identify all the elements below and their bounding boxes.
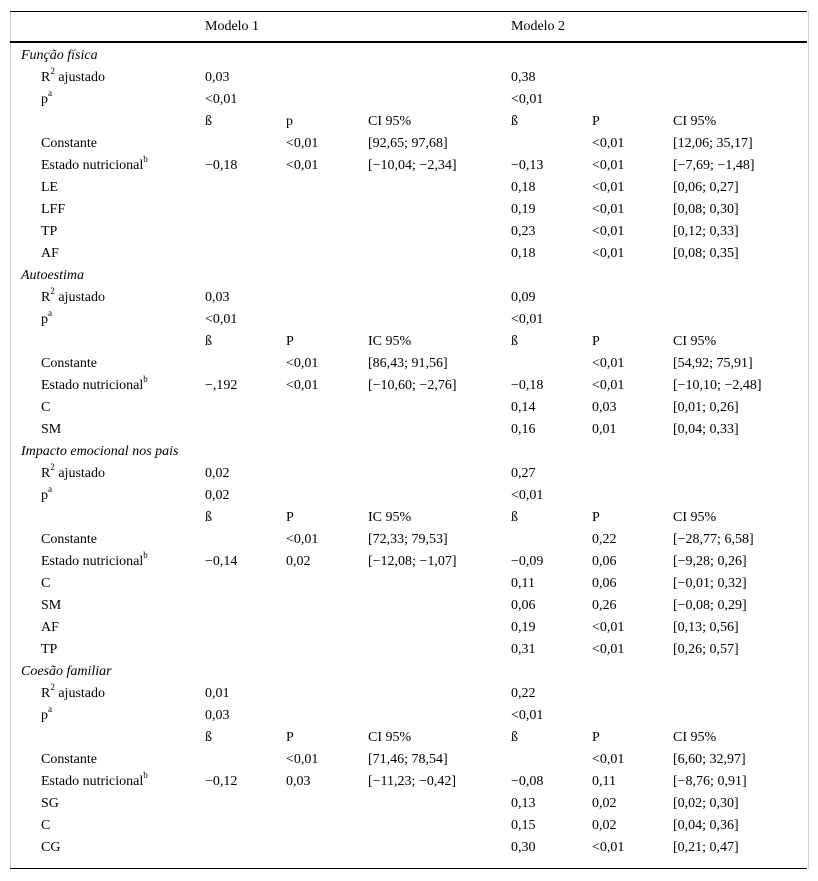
row-label-text: Estado nutricional bbox=[41, 378, 144, 393]
row-label bbox=[41, 705, 52, 727]
modelo2-ci-cell: CI 95% bbox=[673, 730, 717, 745]
row-label-text: TP bbox=[41, 224, 58, 239]
row-label-text: Impacto emocional nos pais bbox=[21, 444, 179, 459]
modelo1-beta-cell: 0,02 bbox=[205, 466, 230, 481]
row-label-superscript: b bbox=[143, 770, 148, 781]
row-label bbox=[41, 837, 60, 859]
modelo1-beta-cell: 0,03 bbox=[205, 70, 230, 85]
modelo2-p-cell: P bbox=[592, 114, 600, 129]
modelo1-beta-cell: ß bbox=[205, 510, 212, 525]
row-label-text: SM bbox=[41, 422, 62, 437]
modelo2-beta-cell: 0,19 bbox=[511, 620, 536, 635]
modelo2-beta-cell: 0,19 bbox=[511, 202, 536, 217]
table-row bbox=[10, 507, 807, 529]
row-label bbox=[41, 683, 105, 705]
modelo2-beta-cell: −0,13 bbox=[511, 158, 544, 173]
modelo1-ci-cell: [86,43; 91,56] bbox=[368, 356, 448, 371]
modelo2-ci-cell: [−7,69; −1,48] bbox=[673, 158, 755, 173]
modelo2-beta-cell: 0,18 bbox=[511, 180, 536, 195]
row-label bbox=[41, 375, 148, 397]
table-row bbox=[10, 573, 807, 595]
table-row bbox=[10, 287, 807, 309]
row-label-tail: ajustado bbox=[54, 686, 105, 701]
row-label bbox=[41, 551, 148, 573]
modelo2-beta-cell: 0,09 bbox=[511, 290, 536, 305]
row-label bbox=[41, 529, 97, 551]
modelo2-p-cell: 0,06 bbox=[592, 554, 617, 569]
row-label bbox=[41, 133, 97, 155]
modelo1-p-cell: P bbox=[286, 510, 294, 525]
row-label-text: C bbox=[41, 400, 51, 415]
table-row bbox=[10, 375, 807, 397]
row-label-text: AF bbox=[41, 620, 59, 635]
row-label bbox=[41, 463, 105, 485]
modelo2-ci-cell: [−9,28; 0,26] bbox=[673, 554, 747, 569]
modelo2-ci-cell: [0,08; 0,30] bbox=[673, 202, 739, 217]
table-row bbox=[10, 155, 807, 177]
modelo2-beta-cell: 0,27 bbox=[511, 466, 536, 481]
modelo2-beta-cell: 0,16 bbox=[511, 422, 536, 437]
modelo1-p-cell: <0,01 bbox=[286, 158, 319, 173]
modelo1-ci-cell: [92,65; 97,68] bbox=[368, 136, 448, 151]
modelo2-ci-cell: [0,08; 0,35] bbox=[673, 246, 739, 261]
modelo2-beta-cell: 0,38 bbox=[511, 70, 536, 85]
row-label bbox=[41, 353, 97, 375]
modelo2-ci-cell: [−0,08; 0,29] bbox=[673, 598, 747, 613]
row-label-text: R bbox=[41, 70, 51, 85]
row-label-tail: ajustado bbox=[54, 466, 105, 481]
table-row bbox=[10, 133, 807, 155]
modelo2-p-cell: <0,01 bbox=[592, 840, 625, 855]
modelo2-p-cell: 0,02 bbox=[592, 796, 617, 811]
modelo1-beta-cell: 0,02 bbox=[205, 488, 230, 503]
row-label bbox=[41, 309, 52, 331]
modelo2-ci-cell: [0,04; 0,33] bbox=[673, 422, 739, 437]
modelo2-ci-cell: [0,04; 0,36] bbox=[673, 818, 739, 833]
table-row bbox=[10, 749, 807, 771]
row-label-text: Estado nutricional bbox=[41, 554, 144, 569]
section-header-row bbox=[10, 265, 807, 287]
header-modelo-1: Modelo 1 bbox=[205, 19, 260, 34]
modelo2-p-cell: P bbox=[592, 510, 600, 525]
modelo2-ci-cell: [0,26; 0,57] bbox=[673, 642, 739, 657]
modelo1-beta-cell: 0,01 bbox=[205, 686, 230, 701]
row-label-text: LE bbox=[41, 180, 59, 195]
modelo2-p-cell: <0,01 bbox=[592, 224, 625, 239]
modelo1-ci-cell: IC 95% bbox=[368, 334, 412, 349]
modelo1-ci-cell: [−12,08; −1,07] bbox=[368, 554, 457, 569]
row-label-superscript: 2 bbox=[50, 66, 55, 77]
row-label bbox=[41, 287, 105, 309]
modelo1-p-cell: 0,02 bbox=[286, 554, 311, 569]
section-header-row bbox=[10, 441, 807, 463]
modelo2-beta-cell: 0,11 bbox=[511, 576, 535, 591]
modelo2-p-cell: <0,01 bbox=[592, 642, 625, 657]
row-label-text: Autoestima bbox=[21, 268, 84, 283]
row-label bbox=[41, 199, 65, 221]
modelo1-beta-cell: <0,01 bbox=[205, 92, 238, 107]
row-label-text: C bbox=[41, 576, 51, 591]
modelo2-ci-cell: [0,21; 0,47] bbox=[673, 840, 739, 855]
modelo1-beta-cell: −0,18 bbox=[205, 158, 238, 173]
modelo1-p-cell: p bbox=[286, 114, 293, 129]
row-label bbox=[41, 243, 59, 265]
table-row bbox=[10, 815, 807, 837]
row-label bbox=[41, 793, 59, 815]
modelo2-beta-cell: ß bbox=[511, 730, 518, 745]
row-label-text: p bbox=[41, 312, 48, 327]
row-label-text: Constante bbox=[41, 136, 97, 151]
modelo1-ci-cell: CI 95% bbox=[368, 730, 412, 745]
modelo1-beta-cell: 0,03 bbox=[205, 708, 230, 723]
table-row bbox=[10, 177, 807, 199]
modelo2-beta-cell: ß bbox=[511, 114, 518, 129]
modelo1-ci-cell: IC 95% bbox=[368, 510, 412, 525]
modelo1-beta-cell: −0,12 bbox=[205, 774, 238, 789]
row-label-superscript: b bbox=[143, 154, 148, 165]
row-label bbox=[41, 67, 105, 89]
modelo2-ci-cell: [0,06; 0,27] bbox=[673, 180, 739, 195]
row-label bbox=[41, 221, 57, 243]
row-label-text: Constante bbox=[41, 752, 97, 767]
modelo1-p-cell: <0,01 bbox=[286, 378, 319, 393]
row-label-superscript: 2 bbox=[50, 286, 55, 297]
modelo1-p-cell: P bbox=[286, 334, 294, 349]
table-row bbox=[10, 397, 807, 419]
modelo2-beta-cell: ß bbox=[511, 334, 518, 349]
table-row bbox=[10, 221, 807, 243]
modelo2-beta-cell: 0,13 bbox=[511, 796, 536, 811]
modelo2-beta-cell: 0,31 bbox=[511, 642, 536, 657]
row-label-text: Estado nutricional bbox=[41, 158, 144, 173]
modelo2-beta-cell: 0,22 bbox=[511, 686, 536, 701]
row-label bbox=[41, 419, 61, 441]
row-label-text: p bbox=[41, 92, 48, 107]
table-row bbox=[10, 595, 807, 617]
row-label-text: Função física bbox=[21, 48, 98, 63]
table-row bbox=[10, 309, 807, 331]
section-header-row bbox=[10, 661, 807, 683]
row-label-text: C bbox=[41, 818, 51, 833]
table-row bbox=[10, 89, 807, 111]
modelo2-p-cell: <0,01 bbox=[592, 136, 625, 151]
modelo1-p-cell: <0,01 bbox=[286, 136, 319, 151]
modelo2-ci-cell: CI 95% bbox=[673, 114, 717, 129]
row-label bbox=[41, 177, 58, 199]
section-title bbox=[21, 661, 112, 683]
table-row bbox=[10, 683, 807, 705]
row-label-text: TP bbox=[41, 642, 58, 657]
modelo2-ci-cell: [−10,10; −2,48] bbox=[673, 378, 762, 393]
table-row bbox=[10, 771, 807, 793]
modelo2-ci-cell: [−0,01; 0,32] bbox=[673, 576, 747, 591]
modelo2-ci-cell: [0,01; 0,26] bbox=[673, 400, 739, 415]
row-label bbox=[41, 155, 148, 177]
modelo1-ci-cell: [−10,04; −2,34] bbox=[368, 158, 457, 173]
modelo2-p-cell: <0,01 bbox=[592, 246, 625, 261]
row-label-text: SM bbox=[41, 598, 62, 613]
modelo2-beta-cell: <0,01 bbox=[511, 708, 544, 723]
table-row bbox=[10, 529, 807, 551]
table-header-rule bbox=[10, 41, 807, 43]
row-label bbox=[41, 617, 59, 639]
table-row bbox=[10, 727, 807, 749]
modelo2-ci-cell: [0,02; 0,30] bbox=[673, 796, 739, 811]
row-label-text: R bbox=[41, 686, 51, 701]
modelo2-ci-cell: [6,60; 32,97] bbox=[673, 752, 746, 767]
row-label-text: R bbox=[41, 290, 51, 305]
row-label-superscript: b bbox=[143, 374, 148, 385]
row-label-tail: ajustado bbox=[54, 70, 105, 85]
row-label-text: LFF bbox=[41, 202, 66, 217]
modelo2-p-cell: <0,01 bbox=[592, 378, 625, 393]
table-row bbox=[10, 111, 807, 133]
modelo2-beta-cell: −0,09 bbox=[511, 554, 544, 569]
modelo2-beta-cell: 0,15 bbox=[511, 818, 536, 833]
section-title bbox=[21, 265, 84, 287]
modelo2-ci-cell: CI 95% bbox=[673, 334, 717, 349]
modelo1-p-cell: <0,01 bbox=[286, 532, 319, 547]
modelo2-ci-cell: [0,12; 0,33] bbox=[673, 224, 739, 239]
modelo1-beta-cell: −,192 bbox=[205, 378, 238, 393]
modelo2-p-cell: <0,01 bbox=[592, 202, 625, 217]
modelo2-p-cell: 0,26 bbox=[592, 598, 617, 613]
row-label-superscript: b bbox=[143, 550, 148, 561]
table-row bbox=[10, 639, 807, 661]
modelo2-p-cell: 0,22 bbox=[592, 532, 617, 547]
modelo1-ci-cell: [−10,60; −2,76] bbox=[368, 378, 457, 393]
modelo2-beta-cell: <0,01 bbox=[511, 92, 544, 107]
modelo1-beta-cell: −0,14 bbox=[205, 554, 238, 569]
modelo1-ci-cell: [72,33; 79,53] bbox=[368, 532, 448, 547]
modelo2-p-cell: <0,01 bbox=[592, 752, 625, 767]
table-row bbox=[10, 617, 807, 639]
row-label-text: Coesão familiar bbox=[21, 664, 112, 679]
row-label bbox=[41, 771, 148, 793]
table-row bbox=[10, 199, 807, 221]
row-label bbox=[41, 397, 50, 419]
section-header-row bbox=[10, 45, 807, 67]
modelo1-beta-cell: ß bbox=[205, 334, 212, 349]
table-row bbox=[10, 793, 807, 815]
row-label-text: p bbox=[41, 488, 48, 503]
modelo2-ci-cell: [−28,77; 6,58] bbox=[673, 532, 754, 547]
row-label bbox=[41, 485, 52, 507]
modelo1-beta-cell: ß bbox=[205, 114, 212, 129]
table-row bbox=[10, 419, 807, 441]
modelo2-beta-cell: ß bbox=[511, 510, 518, 525]
table-row bbox=[10, 463, 807, 485]
table-row bbox=[10, 705, 807, 727]
row-label-superscript: a bbox=[48, 308, 52, 319]
modelo2-ci-cell: CI 95% bbox=[673, 510, 717, 525]
row-label-text: AF bbox=[41, 246, 59, 261]
modelo1-p-cell: <0,01 bbox=[286, 356, 319, 371]
row-label-superscript: a bbox=[48, 88, 52, 99]
modelo1-beta-cell: ß bbox=[205, 730, 212, 745]
row-label-text: Constante bbox=[41, 356, 97, 371]
row-label-text: Constante bbox=[41, 532, 97, 547]
row-label-superscript: a bbox=[48, 704, 52, 715]
modelo2-p-cell: <0,01 bbox=[592, 356, 625, 371]
table-row bbox=[10, 837, 807, 859]
modelo2-ci-cell: [−8,76; 0,91] bbox=[673, 774, 747, 789]
table-top-rule bbox=[10, 11, 807, 12]
modelo2-beta-cell: −0,18 bbox=[511, 378, 544, 393]
row-label-text: p bbox=[41, 708, 48, 723]
modelo2-p-cell: <0,01 bbox=[592, 620, 625, 635]
modelo2-beta-cell: 0,23 bbox=[511, 224, 536, 239]
modelo1-ci-cell: CI 95% bbox=[368, 114, 412, 129]
modelo2-beta-cell: <0,01 bbox=[511, 312, 544, 327]
table-row bbox=[10, 353, 807, 375]
modelo2-ci-cell: [0,13; 0,56] bbox=[673, 620, 739, 635]
modelo2-p-cell: P bbox=[592, 334, 600, 349]
modelo2-p-cell: <0,01 bbox=[592, 180, 625, 195]
modelo2-p-cell: <0,01 bbox=[592, 158, 625, 173]
modelo2-p-cell: 0,02 bbox=[592, 818, 617, 833]
modelo1-ci-cell: [71,46; 78,54] bbox=[368, 752, 448, 767]
row-label bbox=[41, 749, 97, 771]
row-label-superscript: 2 bbox=[50, 682, 55, 693]
section-title bbox=[21, 45, 98, 67]
modelo2-p-cell: 0,06 bbox=[592, 576, 617, 591]
modelo2-p-cell: 0,01 bbox=[592, 422, 617, 437]
section-title bbox=[21, 441, 178, 463]
modelo1-p-cell: 0,03 bbox=[286, 774, 311, 789]
modelo2-p-cell: 0,03 bbox=[592, 400, 617, 415]
modelo2-beta-cell: 0,06 bbox=[511, 598, 536, 613]
header-modelo-2: Modelo 2 bbox=[511, 19, 566, 34]
row-label-superscript: 2 bbox=[50, 462, 55, 473]
row-label bbox=[41, 815, 50, 837]
modelo2-p-cell: P bbox=[592, 730, 600, 745]
table-row bbox=[10, 67, 807, 89]
row-label-superscript: a bbox=[48, 484, 52, 495]
row-label-text: SG bbox=[41, 796, 59, 811]
modelo2-p-cell: 0,11 bbox=[592, 774, 616, 789]
modelo2-beta-cell: 0,30 bbox=[511, 840, 536, 855]
modelo2-ci-cell: [12,06; 35,17] bbox=[673, 136, 753, 151]
modelo1-beta-cell: <0,01 bbox=[205, 312, 238, 327]
row-label bbox=[41, 595, 61, 617]
row-label-text: Estado nutricional bbox=[41, 774, 144, 789]
modelo1-beta-cell: 0,03 bbox=[205, 290, 230, 305]
modelo2-beta-cell: 0,18 bbox=[511, 246, 536, 261]
table-bottom-rule bbox=[10, 868, 807, 869]
table-row bbox=[10, 331, 807, 353]
table-row bbox=[10, 551, 807, 573]
row-label-text: CG bbox=[41, 840, 61, 855]
row-label bbox=[41, 573, 50, 595]
row-label bbox=[41, 89, 52, 111]
row-label-tail: ajustado bbox=[54, 290, 105, 305]
modelo2-beta-cell: 0,14 bbox=[511, 400, 536, 415]
table-row bbox=[10, 485, 807, 507]
modelo1-p-cell: P bbox=[286, 730, 294, 745]
row-label bbox=[41, 639, 57, 661]
modelo1-ci-cell: [−11,23; −0,42] bbox=[368, 774, 456, 789]
modelo1-p-cell: <0,01 bbox=[286, 752, 319, 767]
row-label-text: R bbox=[41, 466, 51, 481]
modelo2-ci-cell: [54,92; 75,91] bbox=[673, 356, 753, 371]
table-row bbox=[10, 243, 807, 265]
modelo2-beta-cell: <0,01 bbox=[511, 488, 544, 503]
modelo2-beta-cell: −0,08 bbox=[511, 774, 544, 789]
